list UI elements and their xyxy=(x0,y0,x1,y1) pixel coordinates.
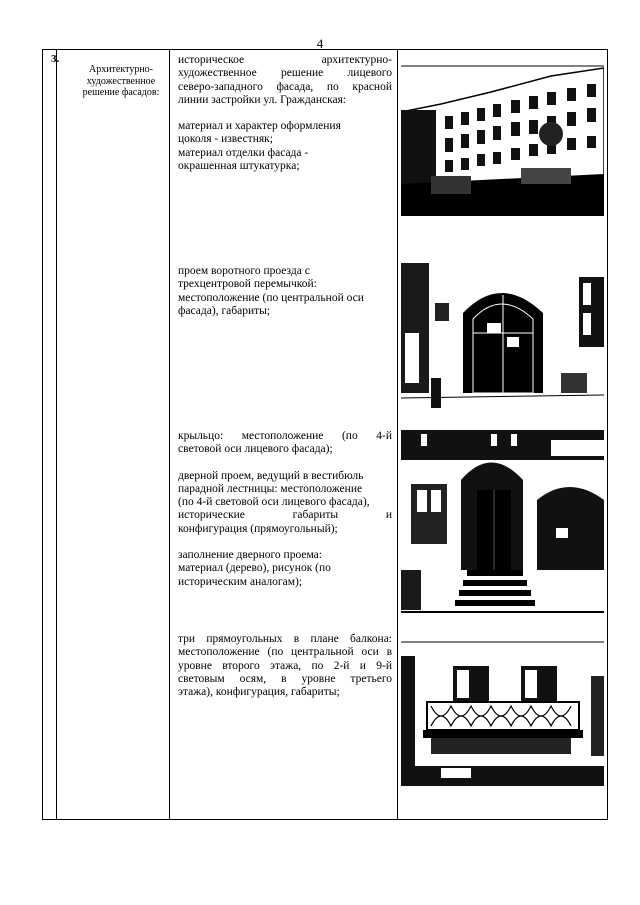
balcony-description: три прямоугольных в плане балкона: местоположение (по центральной оси в уровне второго этажа, по 2-й и 9-й световым осям, в уровне третьего этажа), конфигурация, габариты; xyxy=(178,633,392,699)
photo-street-facade xyxy=(401,64,604,216)
gateway-description: проем воротного проезда с трехцентровой перемычкой: местоположение (по центральной оси фасада), габариты; xyxy=(178,265,364,317)
column-divider xyxy=(169,50,170,819)
photo-gateway xyxy=(401,263,604,417)
column-divider xyxy=(56,50,57,819)
attributes-table xyxy=(42,49,608,820)
facade-description: историческое архитектурно- художественное решение лицевого северо-западного фасада, по красной линии застройки ул. Гражданская: материал и характер оформления цоколя - известняк; материал отделки фасада - окрашенная штукатурка; xyxy=(178,54,392,173)
page-number: 4 xyxy=(316,36,324,51)
entrance-description: крыльцо: местоположение (по 4-й световой оси лицевого фасада); дверной проем, ведущий в вестибюль парадной лестницы: местоположение (по 4-й световой оси лицевого фасада), исторические габариты и конфигурация (прямоугольный); заполнение дверного проема: материал (дерево), рисунок (по историческим аналогам); xyxy=(178,430,392,588)
column-divider xyxy=(397,50,398,819)
photo-entrance-porch xyxy=(401,430,604,625)
row-title: Архитектурно- художественное решение фасадов: xyxy=(82,64,160,98)
photo-balcony xyxy=(401,636,604,786)
row-number: 3. xyxy=(51,53,60,65)
